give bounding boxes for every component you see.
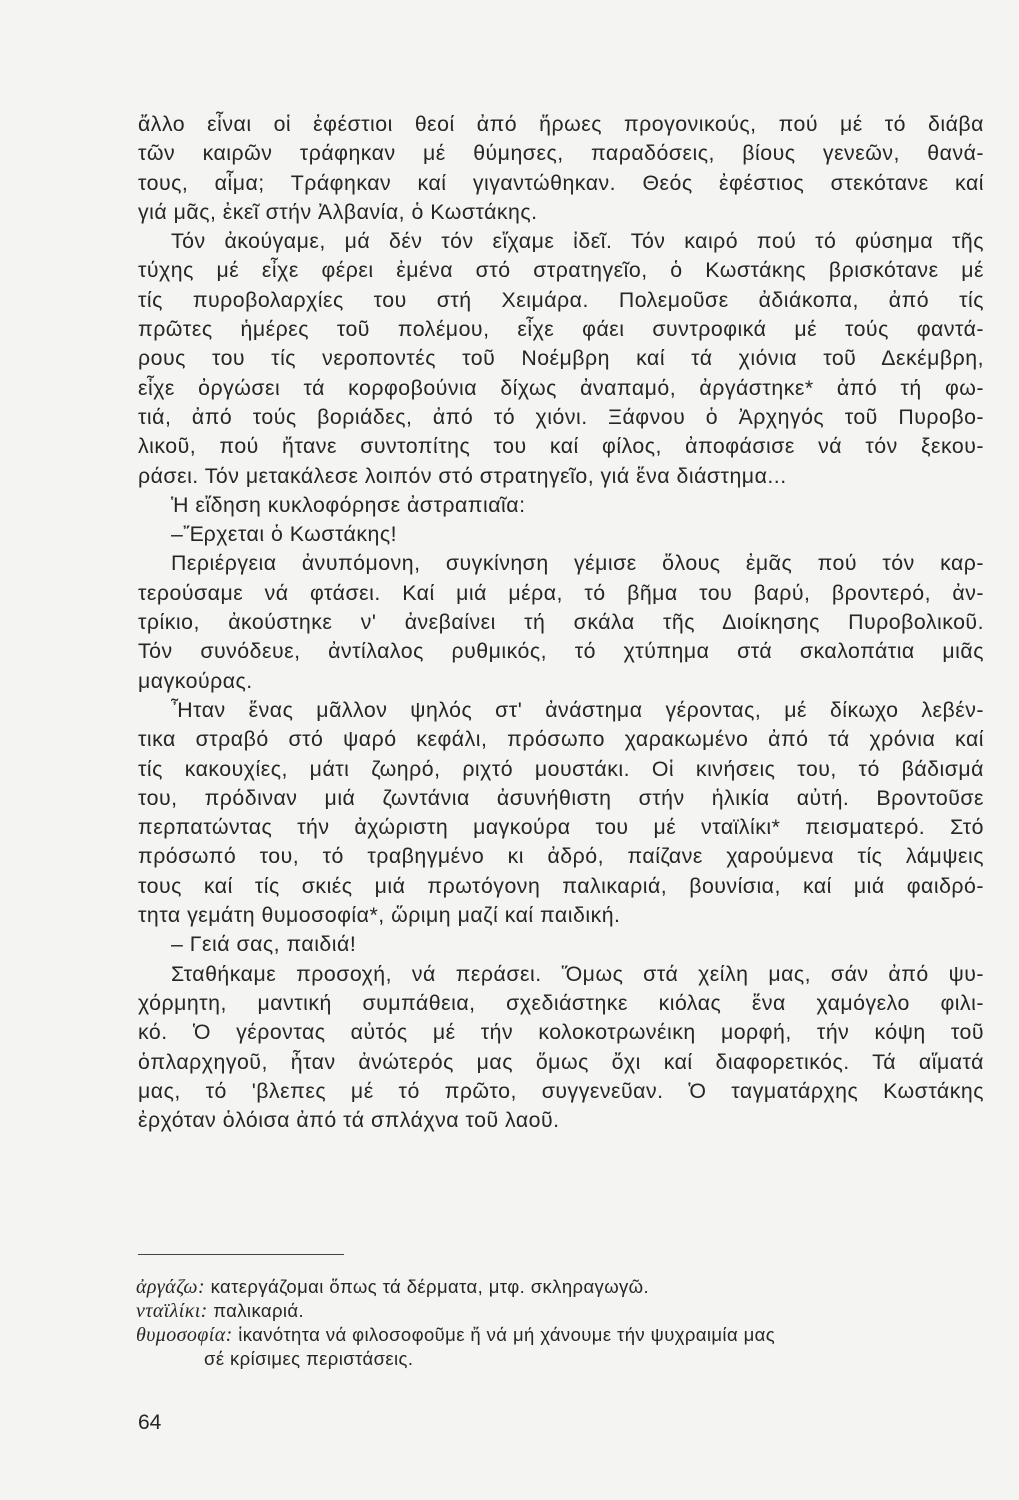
footnotes [136, 1275, 986, 1371]
footnote-definition: ἱκανότητα νά φιλοσοφοῦμε ἤ νά μή χάνουμε τήν ψυχραιμία μας [238, 1324, 776, 1345]
paragraph [138, 491, 984, 520]
text-line: τίς πυροβολαρχίες του στή Χειμάρα. Πολεμοῦσε ἀδιάκοπα, ἀπό τίς [138, 287, 984, 312]
footnote-continuation: σέ κρίσιμες περιστάσεις. [204, 1348, 414, 1369]
text-line: τους καί τίς σκιές μιά πρωτόγονη παλικαριά, βουνίσια, καί μιά φαιδρό- [138, 873, 984, 898]
text-line: πρῶτες ἡμέρες τοῦ πολέμου, εἶχε φάει συντροφικά μέ τούς φαντά- [138, 317, 984, 342]
text-line: ἄλλο εἶναι οἱ ἐφέστιοι θεοί ἀπό ἥρωες προγονικούς, πού μέ τό διάβα [138, 112, 984, 136]
text-line: Περιέργεια ἀνυπόμονη, συγκίνηση γέμισε ὅλους ἐμᾶς πού τόν καρ- [171, 551, 984, 576]
text-line: τητα γεμάτη θυμοσοφία*, ὥριμη μαζί καί παιδική. [138, 903, 621, 928]
footnote [136, 1299, 986, 1323]
text-line: κό. Ὁ γέροντας αὐτός μέ τήν κολοκοτρωνέικη μορφή, τήν κόψη τοῦ [138, 1020, 984, 1045]
text-line: μαγκούρας. [138, 668, 253, 693]
footnote-term: θυμοσοφία: [136, 1324, 233, 1346]
text-line: –Ἔρχεται ὁ Κωστάκης! [171, 522, 398, 547]
footnote [136, 1323, 986, 1371]
text-line: Ἡ εἴδηση κυκλοφόρησε ἀστραπιαῖα: [171, 492, 526, 517]
text-line: ὁπλαρχηγοῦ, ἦταν ἀνώτερός μας ὅμως ὄχι καί διαφορετικός. Τά αἵματά [138, 1049, 984, 1074]
text-line: Ἦταν ἕνας μᾶλλον ψηλός στ' ἀνάστημα γέροντας, μέ δίκωχο λεβέν- [171, 697, 984, 722]
paragraph [138, 696, 984, 930]
paragraph [138, 520, 984, 549]
footnote-divider [138, 1254, 344, 1255]
paragraph [138, 549, 984, 695]
text-line: τους, αἷμα; Τράφηκαν καί γιγαντώθηκαν. Θεός ἐφέστιος στεκότανε καί [138, 170, 984, 195]
text-line: περπατώντας τήν ἀχώριστη μαγκούρα του μέ νταϊλίκι* πεισματερό. Στό [138, 815, 984, 840]
text-line: τρίκιο, ἀκούστηκε ν' ἀνεβαίνει τή σκάλα τῆς Διοίκησης Πυροβολικοῦ. [138, 610, 984, 635]
main-text [138, 110, 984, 1135]
paragraph [138, 960, 984, 1136]
text-line: του, πρόδιναν μιά ζωντάνια ἀσυνήθιστη στήν ἡλικία αὐτή. Βροντοῦσε [138, 785, 984, 810]
text-line: ράσει. Τόν μετακάλεσε λοιπόν στό στρατηγεῖο, γιά ἕνα διάστημα... [138, 463, 787, 488]
text-line: τῶν καιρῶν τράφηκαν μέ θύμησες, παραδόσεις, βίους γενεῶν, θανά- [138, 141, 984, 166]
text-line: Τόν ἀκούγαμε, μά δέν τόν εἴχαμε ἰδεῖ. Τόν καιρό πού τό φύσημα τῆς [171, 229, 984, 254]
paragraph [138, 110, 984, 227]
text-line: τερούσαμε νά φτάσει. Καί μιά μέρα, τό βῆμα του βαρύ, βροντερό, ἀν- [138, 580, 984, 605]
text-line: τύχης μέ εἶχε φέρει ἐμένα στό στρατηγεῖο, ὁ Κωστάκης βρισκότανε μέ [138, 258, 984, 283]
text-line: τικα στραβό στό ψαρό κεφάλι, πρόσωπο χαρακωμένο ἀπό τά χρόνια καί [138, 727, 984, 752]
text-line: εἶχε ὀργώσει τά κορφοβούνια δίχως ἀναπαμό, ἀργάστηκε* ἀπό τή φω- [138, 375, 984, 400]
footnote-definition: παλικαριά. [213, 1300, 305, 1321]
footnote-definition: κατεργάζομαι ὅπως τά δέρματα, μτφ. σκληραγωγῶ. [210, 1276, 650, 1297]
footnote-term: ἀργάζω: [136, 1276, 206, 1298]
text-line: λικοῦ, πού ἤτανε συντοπίτης του καί φίλος, ἀποφάσισε νά τόν ξεκου- [138, 434, 984, 459]
text-line: πρόσωπό του, τό τραβηγμένο κι ἀδρό, παίζανε χαρούμενα τίς λάμψεις [138, 844, 984, 869]
paragraph [138, 227, 984, 491]
text-line: Τόν συνόδευε, ἀντίλαλος ρυθμικός, τό χτύπημα στά σκαλοπάτια μιᾶς [138, 639, 984, 664]
text-line: γιά μᾶς, ἐκεῖ στήν Ἀλβανία, ὁ Κωστάκης. [138, 199, 538, 224]
paragraph [138, 930, 984, 959]
text-line: μας, τό 'βλεπες μέ τό πρῶτο, συγγενεῦαν. Ὁ ταγματάρχης Κωστάκης [138, 1078, 984, 1103]
footnote-term: νταϊλίκι: [136, 1300, 208, 1322]
text-line: τίς κακουχίες, μάτι ζωηρό, ριχτό μουστάκι. Οἱ κινήσεις του, τό βάδισμά [138, 756, 984, 781]
text-line: τιά, ἀπό τούς βοριάδες, ἀπό τό χιόνι. Ξάφνου ὁ Ἀρχηγός τοῦ Πυροβο- [138, 404, 984, 429]
page-number: 64 [138, 1411, 162, 1434]
footnote [136, 1275, 986, 1299]
text-line: ἐρχόταν ὁλόισα ἀπό τά σπλάχνα τοῦ λαοῦ. [138, 1108, 560, 1133]
text-line: χόρμητη, μαντική συμπάθεια, σχεδιάστηκε κιόλας ἕνα χαμόγελο φιλι- [138, 990, 984, 1015]
text-line: – Γειά σας, παιδιά! [171, 932, 357, 957]
text-line: ρους του τίς νεροποντές τοῦ Νοέμβρη καί τά χιόνια τοῦ Δεκέμβρη, [138, 346, 984, 371]
text-line: Σταθήκαμε προσοχή, νά περάσει. Ὅμως στά χείλη μας, σάν ἀπό ψυ- [171, 961, 984, 986]
